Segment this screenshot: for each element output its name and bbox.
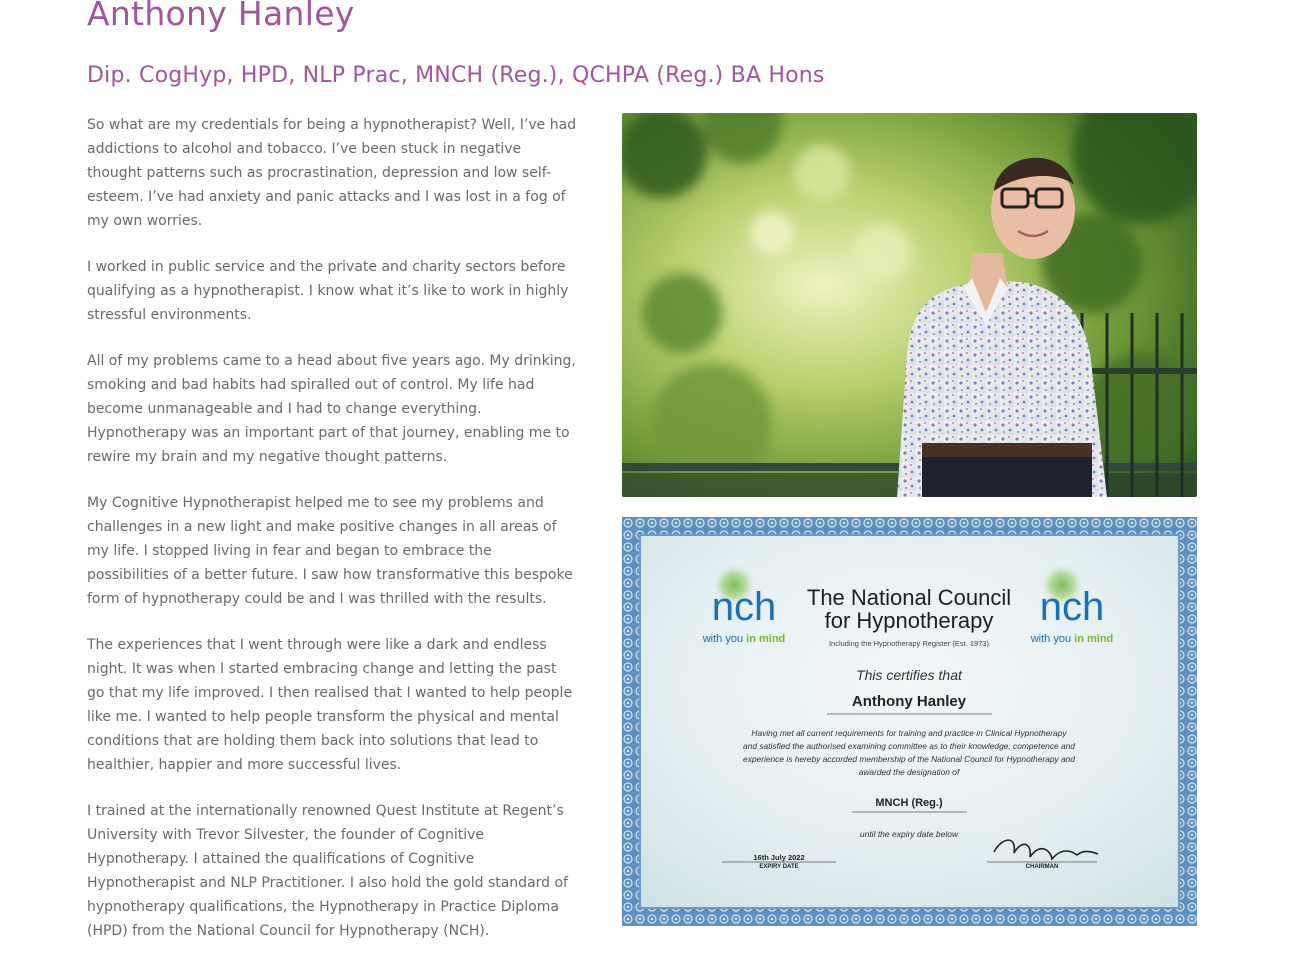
certificate-org-sub: Including the Hypnotherapy Register (Est. 1973)	[828, 639, 990, 648]
certificate-body-line: and satisfied the authorised examining committee as to their knowledge, competence and	[743, 741, 1075, 751]
certificate-org-line1: The National Council	[806, 585, 1012, 610]
certificate-body-line: experience is hereby accorded membership of the National Council for Hypnotherapy and	[743, 754, 1075, 764]
nch-certificate	[622, 517, 1197, 926]
nch-tagline: with you	[702, 633, 747, 645]
svg-text:with you in mind	[1030, 633, 1114, 645]
certificate-until: until the expiry date below	[859, 829, 959, 839]
portrait-illustration	[622, 113, 1197, 497]
certificate-expiry-label: EXPIRY DATE	[759, 864, 799, 870]
bio-text	[87, 113, 577, 965]
certificate-recipient: Anthony Hanley	[851, 693, 967, 710]
nch-tagline: with you	[1030, 633, 1075, 645]
bio-paragraph: I worked in public service and the private and charity sectors before qualifying as a hypnotherapist. I know what it’s like to work in highly stressful environments.	[87, 259, 569, 323]
certificate-body-line: Having met all current requirements for training and practice in Clinical Hypnotherapy	[751, 728, 1067, 738]
nch-logo-text: nch	[1039, 585, 1105, 629]
certificate-chairman-label: CHAIRMAN	[1025, 864, 1059, 870]
bio-paragraph: My Cognitive Hypnotherapist helped me to see my problems and challenges in a new light and make positive changes in all areas of my life. I stopped living in fear and began to embrace the possibilities of a better future. I saw how transformative this bespoke form of hypnotherapy could be and I was thrilled with the results.	[87, 495, 573, 607]
certificate-certifies: This certifies that	[856, 667, 962, 683]
certificate-body-line: awarded the designation of	[858, 767, 960, 777]
nch-tagline-accent: in mind	[746, 633, 786, 645]
page-title: Anthony Hanley	[87, 0, 355, 33]
certificate-org-line2: for Hypnotherapy	[824, 608, 994, 633]
certificate-designation: MNCH (Reg.)	[875, 797, 943, 809]
credentials-subtitle: Dip. CogHyp, HPD, NLP Prac, MNCH (Reg.), QCHPA (Reg.) BA Hons	[87, 63, 825, 88]
portrait-photo	[622, 113, 1197, 497]
svg-text:with you in mind	[702, 633, 786, 645]
certificate-illustration	[622, 517, 1197, 926]
bio-paragraph: I trained at the internationally renowned Quest Institute at Regent’s University with Trevor Silvester, the founder of Cognitive Hypnotherapy. I attained the qualifications of Cognitive Hypnotherapist and NLP Practitioner. I also hold the gold standard of hypnotherapy qualifications, the Hypnotherapy in Practice Diploma (HPD) from the National Council for Hypnotherapy (NCH).	[87, 803, 568, 939]
bio-paragraph: So what are my credentials for being a hypnotherapist? Well, I’ve had addictions to alcohol and tobacco. I’ve been stuck in negative thought patterns such as procrastination, depression and low self-esteem. I’ve had anxiety and panic attacks and I was lost in a fog of my own worries.	[87, 117, 577, 229]
nch-logo-text: nch	[711, 585, 777, 629]
bio-paragraph: All of my problems came to a head about five years ago. My drinking, smoking and bad habits had spiralled out of control. My life had become unmanageable and I had to change everything. Hypnotherapy was an important part of that journey, enabling me to rewire my brain and my negative thought patterns.	[87, 353, 576, 465]
bio-paragraph: The experiences that I went through were like a dark and endless night. It was when I started embracing change and letting the past go that my life improved. I then realised that I wanted to help people like me. I wanted to help people transform the physical and mental conditions that are holding them back into solutions that lead to healthier, happier and more successful lives.	[87, 637, 573, 773]
certificate-expiry-value: 16th July 2022	[753, 853, 805, 862]
nch-tagline-accent: in mind	[1074, 633, 1114, 645]
